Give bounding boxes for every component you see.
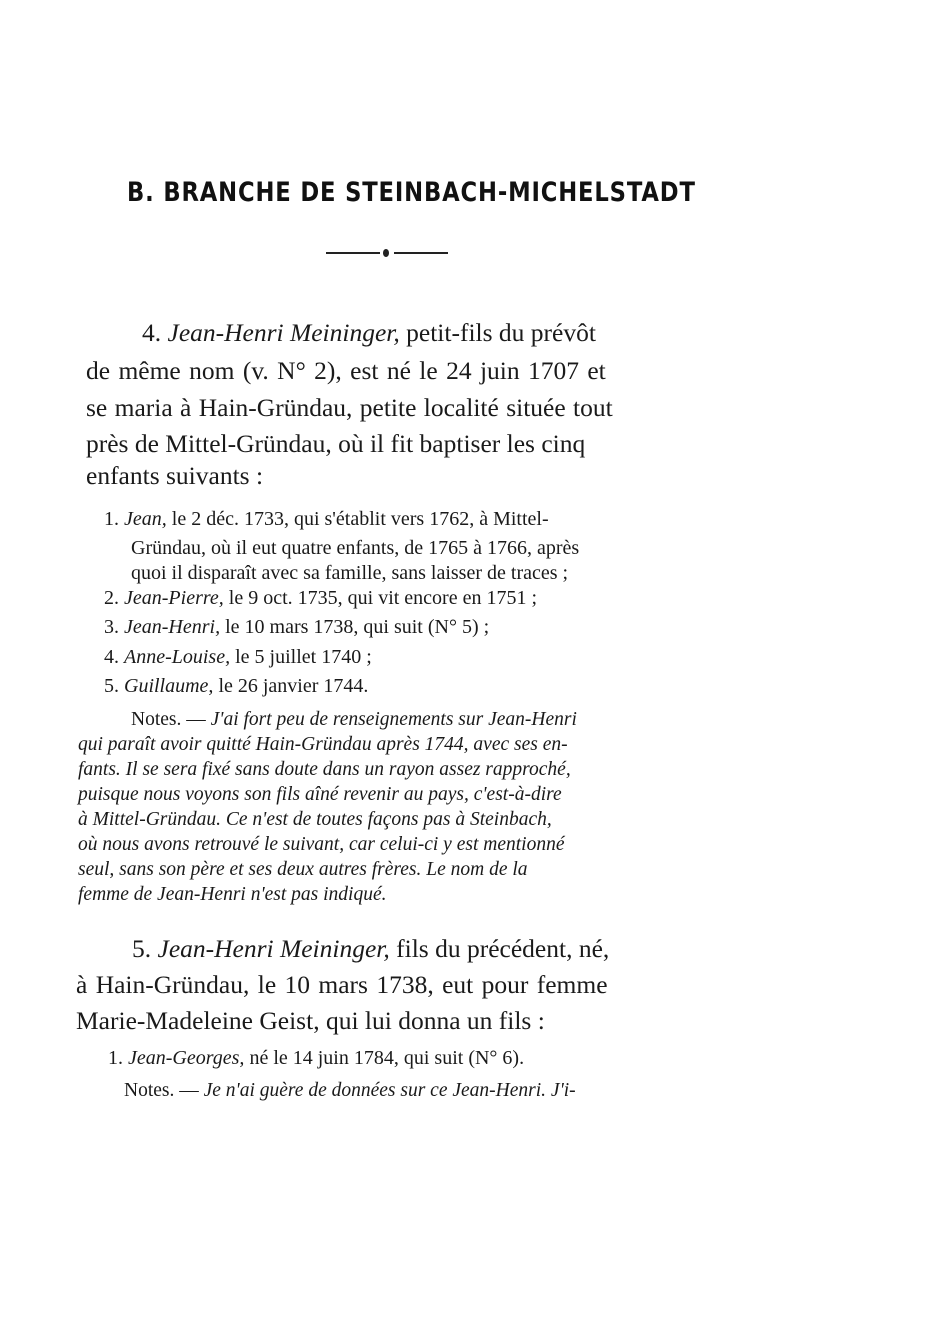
notes-line: femme de Jean-Henri n'est pas indiqué. [78, 884, 387, 905]
entry-text: petit-fils du prévôt [406, 318, 596, 347]
child-item [104, 508, 549, 531]
notes-text: Je n'ai guère de données sur ce Jean-Henri. J'i- [203, 1080, 576, 1101]
child-item [104, 587, 537, 610]
divider-rule-right [394, 252, 448, 254]
child-item [104, 675, 368, 698]
entry5-line-1 [132, 934, 609, 964]
child-name: Anne-Louise, [124, 646, 231, 668]
entry-name: Jean-Henri Meininger, [157, 934, 390, 963]
notes-label: Notes. — [131, 709, 206, 730]
entry-name: Jean-Henri Meininger, [167, 318, 400, 347]
notes-text: J'ai fort peu de renseignements sur Jean-Henri [210, 709, 577, 730]
child-text: le 2 déc. 1733, qui s'établit vers 1762, à Mittel- [171, 508, 549, 530]
entry4-line-1 [142, 318, 596, 348]
child-number: 1. [104, 508, 119, 530]
section-heading: B. BRANCHE DE STEINBACH-MICHELSTADT [127, 177, 696, 208]
notes-line [131, 709, 577, 731]
child-item-continuation: Gründau, où il eut quatre enfants, de 1765 à 1766, après [131, 537, 580, 559]
notes-line: à Mittel-Gründau. Ce n'est de toutes façons pas à Steinbach, [78, 809, 552, 830]
child-name: Jean, [124, 508, 167, 530]
divider-dot [383, 249, 389, 257]
notes-line [124, 1080, 576, 1102]
child-text: le 9 oct. 1735, qui vit encore en 1751 ; [228, 587, 538, 609]
child-text: le 10 mars 1738, qui suit (N° 5) ; [225, 616, 490, 638]
child-item [108, 1047, 524, 1070]
child-name: Jean-Pierre, [124, 587, 224, 609]
child-item [104, 616, 489, 639]
entry-text: fils du précédent, né, [396, 934, 610, 963]
notes-line: où nous avons retrouvé le suivant, car celui-ci y est mentionné [78, 834, 565, 855]
notes-line: qui paraît avoir quitté Hain-Gründau après 1744, avec ses en- [78, 734, 568, 755]
entry4-line-4: près de Mittel-Gründau, où il fit baptiser les cinq [86, 429, 586, 458]
child-item-continuation: quoi il disparaît avec sa famille, sans laisser de traces ; [131, 562, 569, 584]
child-name: Jean-Georges, [128, 1047, 245, 1069]
divider-rule-left [326, 252, 380, 254]
entry5-line-2: à Hain-Gründau, le 10 mars 1738, eut pour femme [76, 970, 608, 999]
child-number: 1. [108, 1047, 123, 1069]
notes-label: Notes. — [124, 1080, 199, 1101]
ornament-divider [326, 248, 448, 258]
child-name: Guillaume, [124, 675, 214, 697]
notes-line: fants. Il se sera fixé sans doute dans un rayon assez rapproché, [78, 759, 571, 780]
child-number: 2. [104, 587, 119, 609]
entry5-line-3: Marie-Madeleine Geist, qui lui donna un fils : [76, 1006, 545, 1035]
child-item [104, 646, 372, 669]
child-number: 5. [104, 675, 119, 697]
child-name: Jean-Henri, [124, 616, 221, 638]
child-text: né le 14 juin 1784, qui suit (N° 6). [249, 1047, 525, 1069]
entry4-line-5: enfants suivants : [86, 461, 264, 490]
notes-line: seul, sans son père et ses deux autres frères. Le nom de la [78, 859, 528, 880]
entry4-line-3: se maria à Hain-Gründau, petite localité située tout [86, 393, 613, 422]
child-number: 4. [104, 646, 119, 668]
entry-number: 5. [132, 934, 152, 963]
entry4-line-2: de même nom (v. N° 2), est né le 24 juin 1707 et [86, 356, 606, 385]
child-number: 3. [104, 616, 119, 638]
entry-number: 4. [142, 318, 162, 347]
notes-line: puisque nous voyons son fils aîné revenir au pays, c'est-à-dire [78, 784, 562, 805]
child-text: le 26 janvier 1744. [218, 675, 369, 697]
child-text: le 5 juillet 1740 ; [235, 646, 372, 668]
